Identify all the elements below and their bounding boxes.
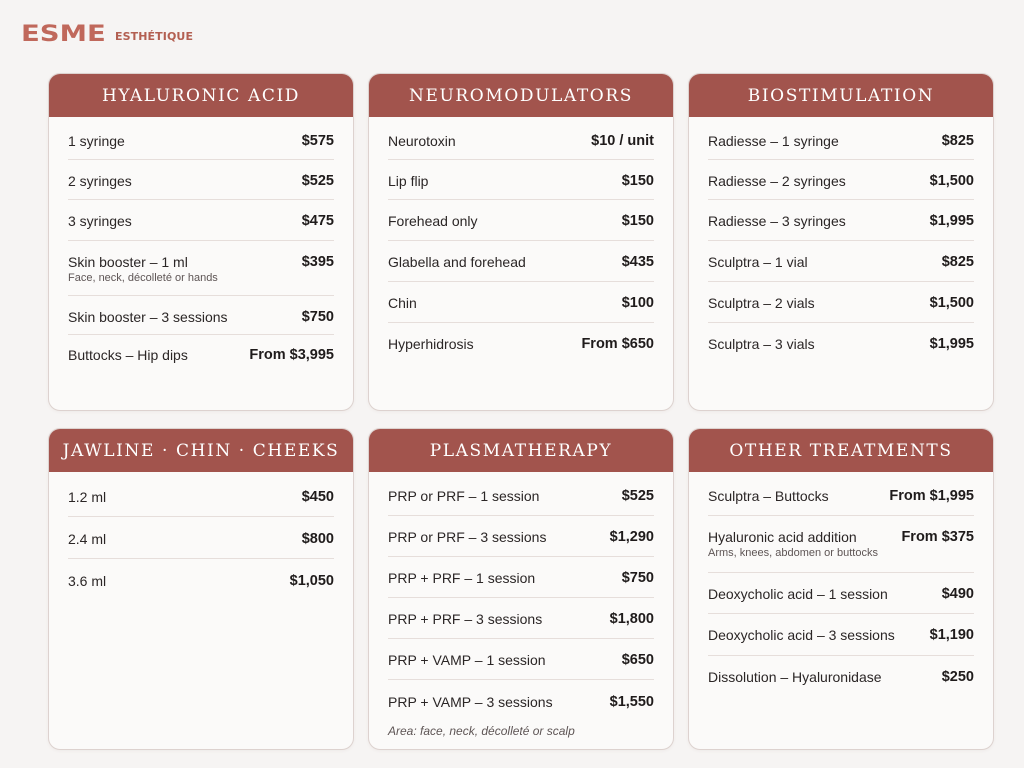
card-plasmatherapy [368,428,674,750]
price-row [388,200,654,241]
price-row [708,160,974,200]
item-note: Face, neck, décolleté or hands [68,272,218,284]
item-label: Hyaluronic acid addition [708,529,857,545]
price-list [689,472,993,698]
card-title: JAWLINE · CHIN · CHEEKS [49,429,353,472]
price-row [708,614,974,656]
item-price: $395 [301,254,334,270]
item-price: $10 / unit [591,133,654,149]
item-label: 3.6 ml [68,573,107,589]
price-row [388,117,654,160]
item-price: $1,290 [609,529,654,545]
item-price: From $1,995 [889,488,974,504]
price-row [388,323,654,363]
item-label: Neurotoxin [388,133,456,149]
item-price: $1,995 [929,336,974,352]
item-label: 1 syringe [68,133,125,149]
price-row [708,241,974,282]
price-list [369,472,673,723]
price-row [708,200,974,241]
price-list [49,472,353,601]
item-label: Buttocks – Hip dips [68,347,188,363]
card-title: OTHER TREATMENTS [689,429,993,472]
item-label-group [68,254,218,284]
item-price: $525 [301,173,334,189]
item-price: $525 [621,488,654,504]
price-row [708,573,974,614]
price-row [708,323,974,363]
item-label: Hyperhidrosis [388,336,474,352]
item-label: Lip flip [388,173,429,189]
item-price: From $3,995 [249,347,334,363]
card-title: PLASMATHERAPY [369,429,673,472]
item-price: $435 [621,254,654,270]
brand-mark: ESME [21,21,106,47]
price-row [388,557,654,598]
item-price: $1,190 [929,627,974,643]
item-price: $450 [301,489,334,505]
brand-subtitle: ESTHÉTIQUE [115,29,194,43]
item-label: 3 syringes [68,213,132,229]
item-label: Deoxycholic acid – 3 sessions [708,627,895,643]
item-label: PRP + PRF – 1 session [388,570,536,586]
item-price: $575 [301,133,334,149]
item-label: Sculptra – 2 vials [708,295,815,311]
item-price: $1,500 [929,173,974,189]
price-row [68,559,334,601]
price-row [708,472,974,516]
item-price: $1,050 [289,573,334,589]
price-row [388,516,654,557]
price-row [68,241,334,296]
price-row [68,472,334,517]
item-price: $1,995 [929,213,974,229]
price-row [68,200,334,241]
item-label: 2.4 ml [68,531,107,547]
item-label: Skin booster – 1 ml [68,254,188,270]
card-title: HYALURONIC ACID [49,74,353,117]
item-price: $150 [621,173,654,189]
item-price: $750 [301,309,334,325]
item-label: Sculptra – 1 vial [708,254,808,270]
area-footnote: Area: face, neck, décolleté or scalp [388,724,575,738]
price-list [689,117,993,363]
item-label: PRP + PRF – 3 sessions [388,611,543,627]
card-neuromodulators [368,73,674,411]
price-row [68,117,334,160]
item-price: From $375 [901,529,974,545]
price-row [68,160,334,200]
price-row [388,598,654,639]
card-title: NEUROMODULATORS [369,74,673,117]
card-hyaluronic-acid [48,73,354,411]
item-label: Skin booster – 3 sessions [68,309,228,325]
item-price: $825 [941,133,974,149]
item-label: Dissolution – Hyaluronidase [708,669,882,685]
item-price: $825 [941,254,974,270]
price-row [68,296,334,335]
item-label: Radiesse – 3 syringes [708,213,846,229]
item-label: Chin [388,295,417,311]
price-row [708,516,974,573]
card-title: BIOSTIMULATION [689,74,993,117]
item-label: 2 syringes [68,173,132,189]
item-price: $100 [621,295,654,311]
item-label: Radiesse – 2 syringes [708,173,846,189]
card-jawline-chin-cheeks [48,428,354,750]
price-row [388,160,654,200]
item-label: Radiesse – 1 syringe [708,133,839,149]
item-label: PRP + VAMP – 3 sessions [388,694,553,710]
item-label: Sculptra – Buttocks [708,488,829,504]
item-price: From $650 [581,336,654,352]
item-price: $490 [941,586,974,602]
item-price: $475 [301,213,334,229]
price-row [388,282,654,323]
price-row [708,656,974,698]
item-label: Sculptra – 3 vials [708,336,815,352]
item-note: Arms, knees, abdomen or buttocks [708,547,878,559]
item-price: $1,500 [929,295,974,311]
item-label-group [708,529,878,559]
card-biostimulation [688,73,994,411]
item-label: PRP or PRF – 3 sessions [388,529,547,545]
item-price: $1,550 [609,694,654,710]
item-price: $800 [301,531,334,547]
price-row [68,517,334,559]
item-label: Deoxycholic acid – 1 session [708,586,888,602]
price-row [68,335,334,375]
item-price: $250 [941,669,974,685]
item-label: Forehead only [388,213,478,229]
price-list [49,117,353,375]
price-row [388,472,654,516]
price-row [388,680,654,723]
item-price: $750 [621,570,654,586]
item-label: 1.2 ml [68,489,107,505]
price-row [708,117,974,160]
brand-logo [21,21,193,47]
item-label: Glabella and forehead [388,254,526,270]
price-row [388,639,654,680]
item-price: $150 [621,213,654,229]
price-row [708,282,974,323]
item-price: $650 [621,652,654,668]
item-price: $1,800 [609,611,654,627]
item-label: PRP or PRF – 1 session [388,488,540,504]
card-other-treatments [688,428,994,750]
price-list [369,117,673,363]
price-row [388,241,654,282]
item-label: PRP + VAMP – 1 session [388,652,546,668]
